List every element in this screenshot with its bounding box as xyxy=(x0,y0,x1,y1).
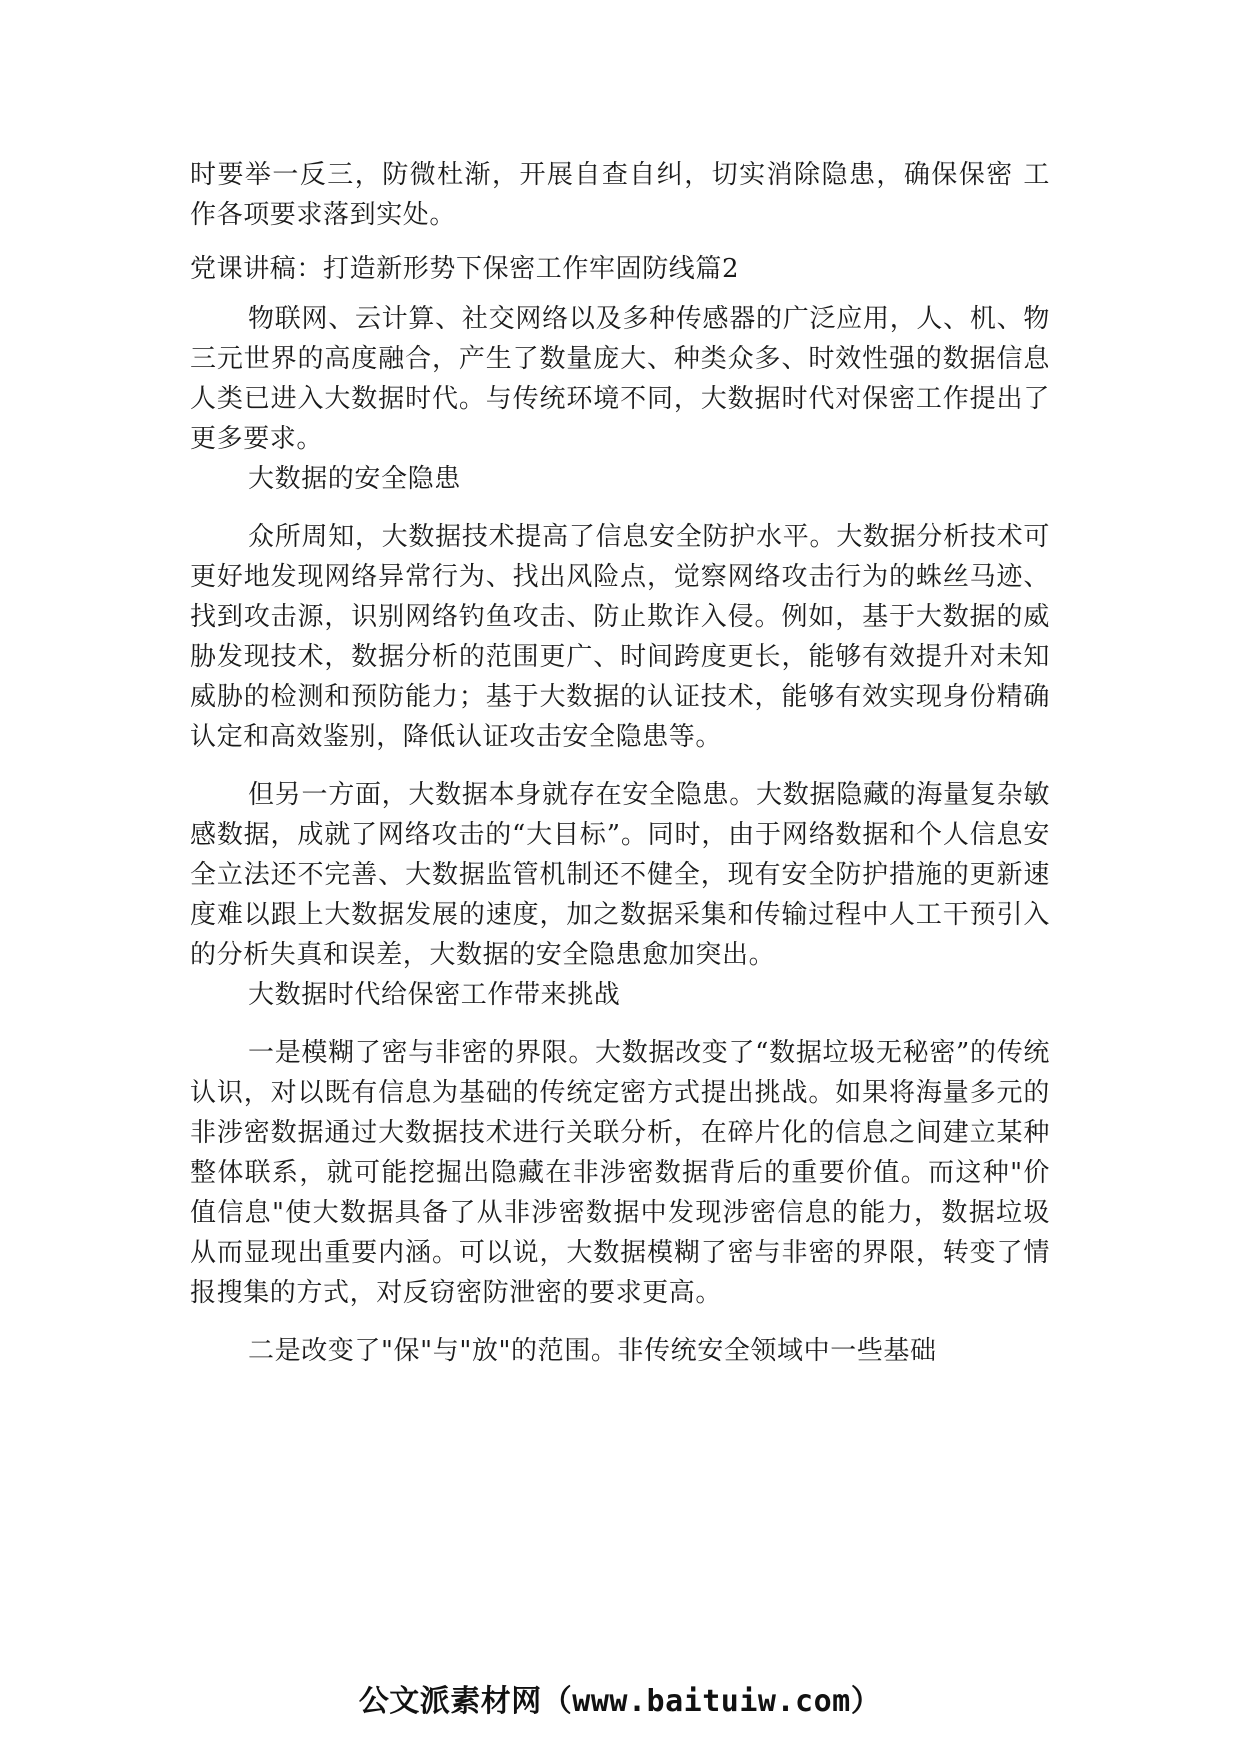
footer-watermark: 公文派素材网（www.baituiw.com） xyxy=(358,1684,882,1719)
subheading-security-risks: 大数据的安全隐患 xyxy=(248,464,461,494)
paragraph-challenge-two: 二是改变了"保"与"放"的范围。非传统安全领域中一些基础 xyxy=(248,1336,937,1366)
subheading-challenges: 大数据时代给保密工作带来挑战 xyxy=(248,980,621,1010)
paragraph-challenge-one: 一是模糊了密与非密的界限。大数据改变了“数据垃圾无秘密”的传统认识，对以既有信息为基础的传统定密方式提出挑战。如果将海量多元的非涉密数据通过大数据技术进行关联分析，在碎片化的信息之间建立某种整体联系，就可能挖掘出隐藏在非涉密数据背后的重要价值。而这种"价值信息"使大数据具备了从非涉密数据中发现涉密信息的能力，数据垃圾从而显现出重要内涵。可以说，大数据模糊了密与非密的界限，转变了情报搜集的方式，对反窃密防泄密的要求更高。 xyxy=(190,1038,1050,1308)
paragraph-continuation: 时要举一反三，防微杜渐，开展自查自纠，切实消除隐患，确保保密 工作各项要求落到实处。 xyxy=(190,160,1050,230)
document-body xyxy=(190,155,1050,1371)
paragraph-intro: 物联网、云计算、社交网络以及多种传感器的广泛应用，人、机、物三元世界的高度融合，产生了数量庞大、种类众多、时效性强的数据信息人类已进入大数据时代。与传统环境不同，大数据时代对保密工作提出了更多要求。 xyxy=(190,304,1050,454)
paragraph-security-benefits: 众所周知，大数据技术提高了信息安全防护水平。大数据分析技术可更好地发现网络异常行为、找出风险点，觉察网络攻击行为的蛛丝马迹、找到攻击源，识别网络钓鱼攻击、防止欺诈入侵。例如，基于大数据的威胁发现技术，数据分析的范围更广、时间跨度更长，能够有效提升对未知威胁的检测和预防能力；基于大数据的认证技术，能够有效实现身份精确认定和高效鉴别，降低认证攻击安全隐患等。 xyxy=(190,522,1050,752)
paragraph-security-risks: 但另一方面，大数据本身就存在安全隐患。大数据隐藏的海量复杂敏感数据，成就了网络攻击的“大目标”。同时，由于网络数据和个人信息安全立法还不完善、大数据监管机制还不健全，现有安全防护措施的更新速度难以跟上大数据发展的速度，加之数据采集和传输过程中人工干预引入的分析失真和误差，大数据的安全隐患愈加突出。 xyxy=(190,780,1050,970)
section-title: 党课讲稿：打造新形势下保密工作牢固防线篇2 xyxy=(190,254,740,284)
